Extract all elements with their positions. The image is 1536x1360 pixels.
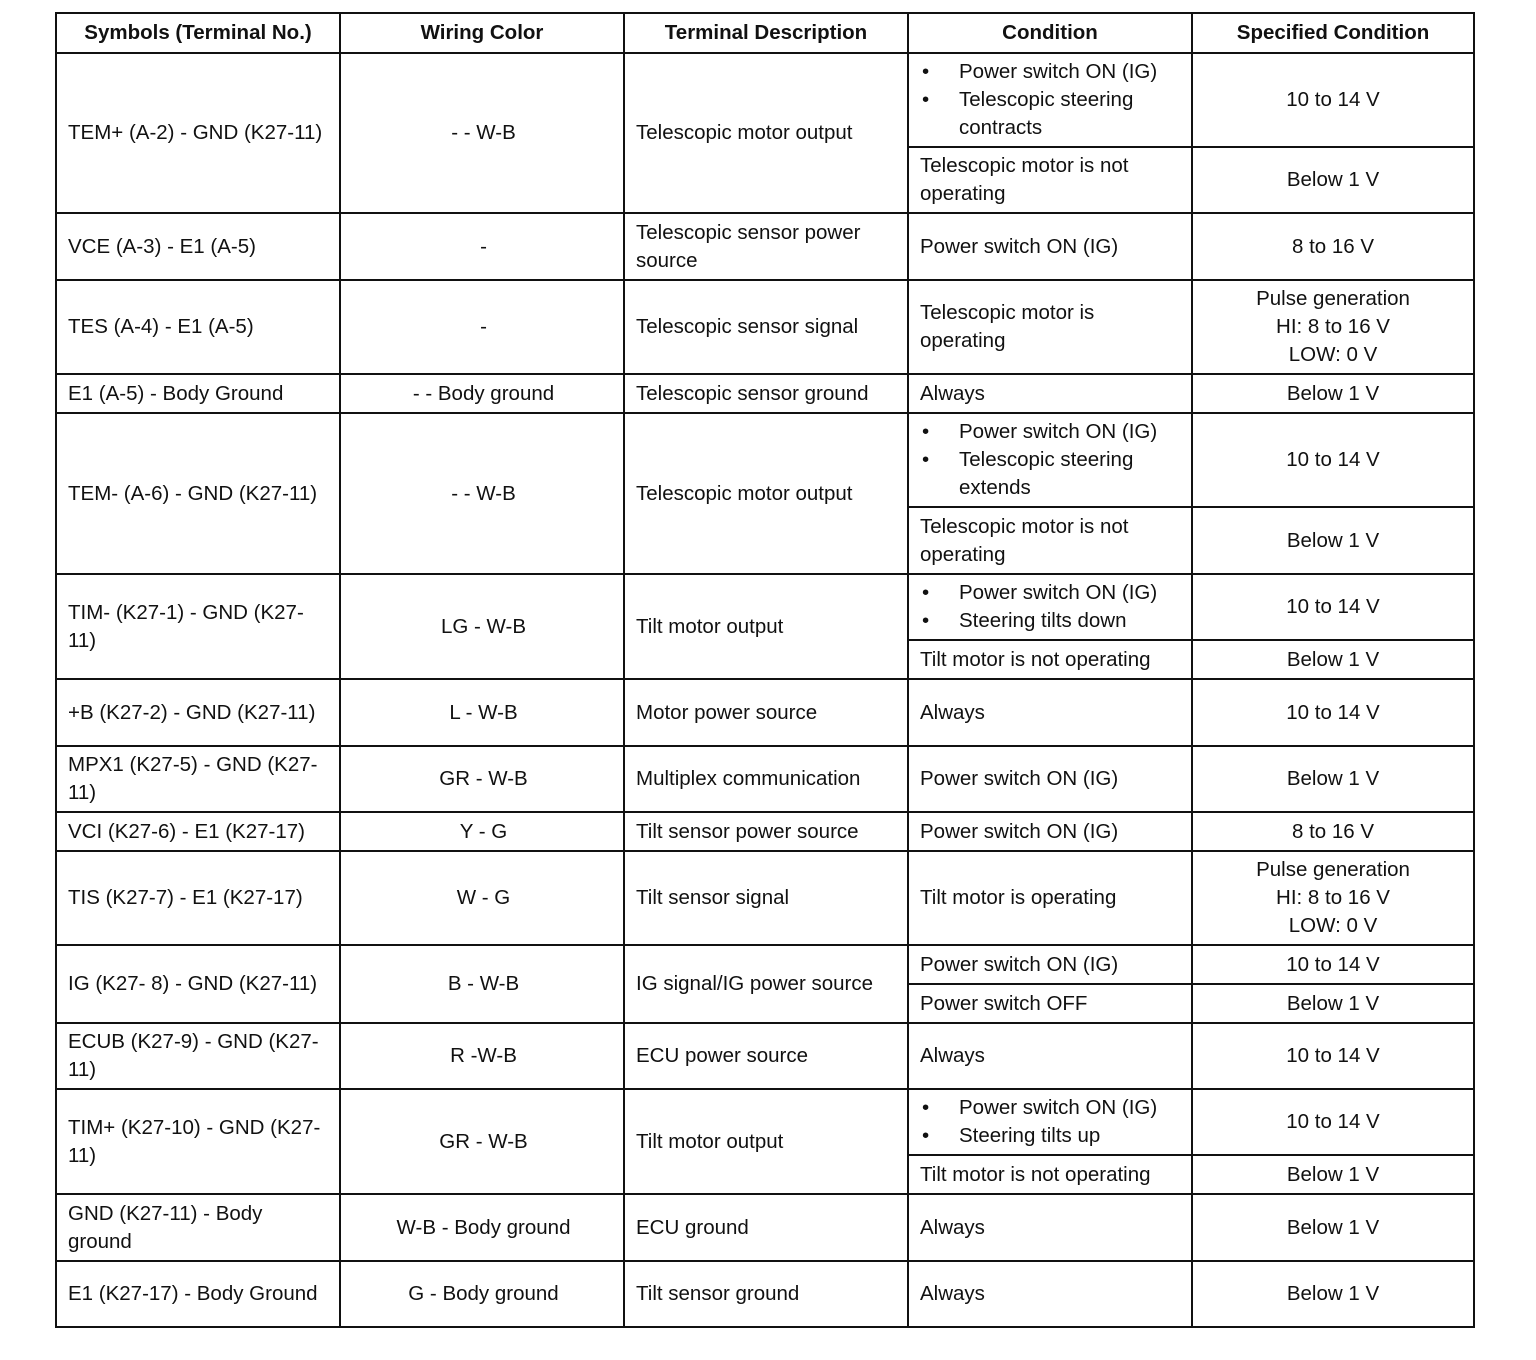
description-cell: Tilt sensor signal [624,851,908,945]
description-cell: Telescopic sensor power source [624,213,908,280]
symbol-cell: GND (K27-11) - Body ground [56,1194,340,1261]
specified-condition-cell: Below 1 V [1192,746,1474,812]
symbol-cell: E1 (K27-17) - Body Ground [56,1261,340,1327]
wiring-color-cell: GR - W-B [340,1089,624,1194]
wiring-color-cell: GR - W-B [340,746,624,812]
description-cell: Tilt motor output [624,1089,908,1194]
specified-condition-cell: Below 1 V [1192,374,1474,413]
condition-bullet: • Steering tilts up [920,1122,1183,1150]
specified-condition-cell: Below 1 V [1192,640,1474,679]
table-row [56,1089,1474,1155]
symbol-cell: +B (K27-2) - GND (K27-11) [56,679,340,746]
description-cell: ECU ground [624,1194,908,1261]
condition-cell [908,1089,1192,1155]
symbol-cell: MPX1 (K27-5) - GND (K27-11) [56,746,340,812]
specified-condition-cell: Below 1 V [1192,984,1474,1023]
symbol-cell: TEM+ (A-2) - GND (K27-11) [56,53,340,213]
table-row [56,280,1474,374]
condition-bullet-list [920,58,1183,142]
condition-cell: Power switch OFF [908,984,1192,1023]
symbol-cell: E1 (A-5) - Body Ground [56,374,340,413]
description-cell: Telescopic motor output [624,53,908,213]
specified-condition-cell: 8 to 16 V [1192,213,1474,280]
table-row [56,679,1474,746]
header-specified-condition: Specified Condition [1192,13,1474,53]
condition-bullet-list [920,1094,1183,1150]
header-wiring-color: Wiring Color [340,13,624,53]
table-row [56,1023,1474,1089]
wiring-color-cell: G - Body ground [340,1261,624,1327]
condition-bullet: • Power switch ON (IG) [920,1094,1183,1122]
wiring-color-cell: - - W-B [340,413,624,574]
wiring-color-cell: - [340,280,624,374]
condition-cell: Power switch ON (IG) [908,746,1192,812]
condition-cell [908,574,1192,640]
description-cell: Telescopic sensor signal [624,280,908,374]
wiring-color-cell: W-B - Body ground [340,1194,624,1261]
symbol-cell: TIM- (K27-1) - GND (K27-11) [56,574,340,679]
condition-bullet: • Telescopic steering extends [920,446,1183,502]
wiring-color-cell: LG - W-B [340,574,624,679]
description-cell: Tilt sensor power source [624,812,908,851]
header-symbols: Symbols (Terminal No.) [56,13,340,53]
symbol-cell: ECUB (K27-9) - GND (K27-11) [56,1023,340,1089]
condition-cell: Always [908,1194,1192,1261]
symbol-cell: TIM+ (K27-10) - GND (K27-11) [56,1089,340,1194]
header-terminal-description: Terminal Description [624,13,908,53]
condition-cell [908,413,1192,507]
table-row [56,374,1474,413]
terminal-specification-table [55,12,1475,1328]
condition-bullet: • Power switch ON (IG) [920,58,1183,86]
specified-condition-cell: Below 1 V [1192,1194,1474,1261]
table-row [56,1194,1474,1261]
symbol-cell: IG (K27- 8) - GND (K27-11) [56,945,340,1023]
condition-bullet-list [920,579,1183,635]
condition-cell: Power switch ON (IG) [908,213,1192,280]
wiring-color-cell: - - W-B [340,53,624,213]
condition-cell [908,53,1192,147]
description-cell: Multiplex communication [624,746,908,812]
header-condition: Condition [908,13,1192,53]
condition-bullet-list [920,418,1183,502]
table-row [56,851,1474,945]
condition-cell: Always [908,1261,1192,1327]
wiring-color-cell: Y - G [340,812,624,851]
condition-cell: Tilt motor is operating [908,851,1192,945]
specified-condition-cell: 10 to 14 V [1192,53,1474,147]
specified-condition-cell: 10 to 14 V [1192,679,1474,746]
condition-cell: Always [908,374,1192,413]
condition-cell: Power switch ON (IG) [908,945,1192,984]
condition-cell: Power switch ON (IG) [908,812,1192,851]
condition-bullet: • Power switch ON (IG) [920,418,1183,446]
description-cell: IG signal/IG power source [624,945,908,1023]
table-row [56,812,1474,851]
description-cell: Motor power source [624,679,908,746]
specified-condition-cell: 10 to 14 V [1192,1089,1474,1155]
condition-cell: Always [908,679,1192,746]
specified-condition-cell: 10 to 14 V [1192,574,1474,640]
wiring-color-cell: B - W-B [340,945,624,1023]
wiring-color-cell: W - G [340,851,624,945]
description-cell: ECU power source [624,1023,908,1089]
condition-cell: Always [908,1023,1192,1089]
wiring-color-cell: - [340,213,624,280]
specified-condition-cell: 10 to 14 V [1192,1023,1474,1089]
condition-cell: Tilt motor is not operating [908,1155,1192,1194]
condition-bullet: • Power switch ON (IG) [920,579,1183,607]
description-cell: Telescopic sensor ground [624,374,908,413]
condition-cell: Telescopic motor is not operating [908,147,1192,213]
table-row [56,1261,1474,1327]
specified-condition-cell: Pulse generation HI: 8 to 16 V LOW: 0 V [1192,851,1474,945]
table-row [56,213,1474,280]
symbol-cell: VCE (A-3) - E1 (A-5) [56,213,340,280]
condition-cell: Tilt motor is not operating [908,640,1192,679]
symbol-cell: TEM- (A-6) - GND (K27-11) [56,413,340,574]
specified-condition-cell: 10 to 14 V [1192,413,1474,507]
specified-condition-cell: 10 to 14 V [1192,945,1474,984]
specified-condition-cell: Below 1 V [1192,1261,1474,1327]
description-cell: Tilt motor output [624,574,908,679]
wiring-color-cell: - - Body ground [340,374,624,413]
specified-condition-cell: Below 1 V [1192,507,1474,574]
specified-condition-cell: 8 to 16 V [1192,812,1474,851]
condition-cell: Telescopic motor is operating [908,280,1192,374]
table-row [56,945,1474,984]
table-row [56,574,1474,640]
wiring-color-cell: L - W-B [340,679,624,746]
description-cell: Tilt sensor ground [624,1261,908,1327]
specified-condition-cell: Pulse generation HI: 8 to 16 V LOW: 0 V [1192,280,1474,374]
symbol-cell: TIS (K27-7) - E1 (K27-17) [56,851,340,945]
condition-cell: Telescopic motor is not operating [908,507,1192,574]
table-row [56,413,1474,507]
condition-bullet: • Telescopic steering contracts [920,86,1183,142]
symbol-cell: VCI (K27-6) - E1 (K27-17) [56,812,340,851]
table-row [56,746,1474,812]
table-row [56,53,1474,147]
condition-bullet: • Steering tilts down [920,607,1183,635]
specified-condition-cell: Below 1 V [1192,1155,1474,1194]
symbol-cell: TES (A-4) - E1 (A-5) [56,280,340,374]
header-row [56,13,1474,53]
specified-condition-cell: Below 1 V [1192,147,1474,213]
description-cell: Telescopic motor output [624,413,908,574]
wiring-color-cell: R -W-B [340,1023,624,1089]
